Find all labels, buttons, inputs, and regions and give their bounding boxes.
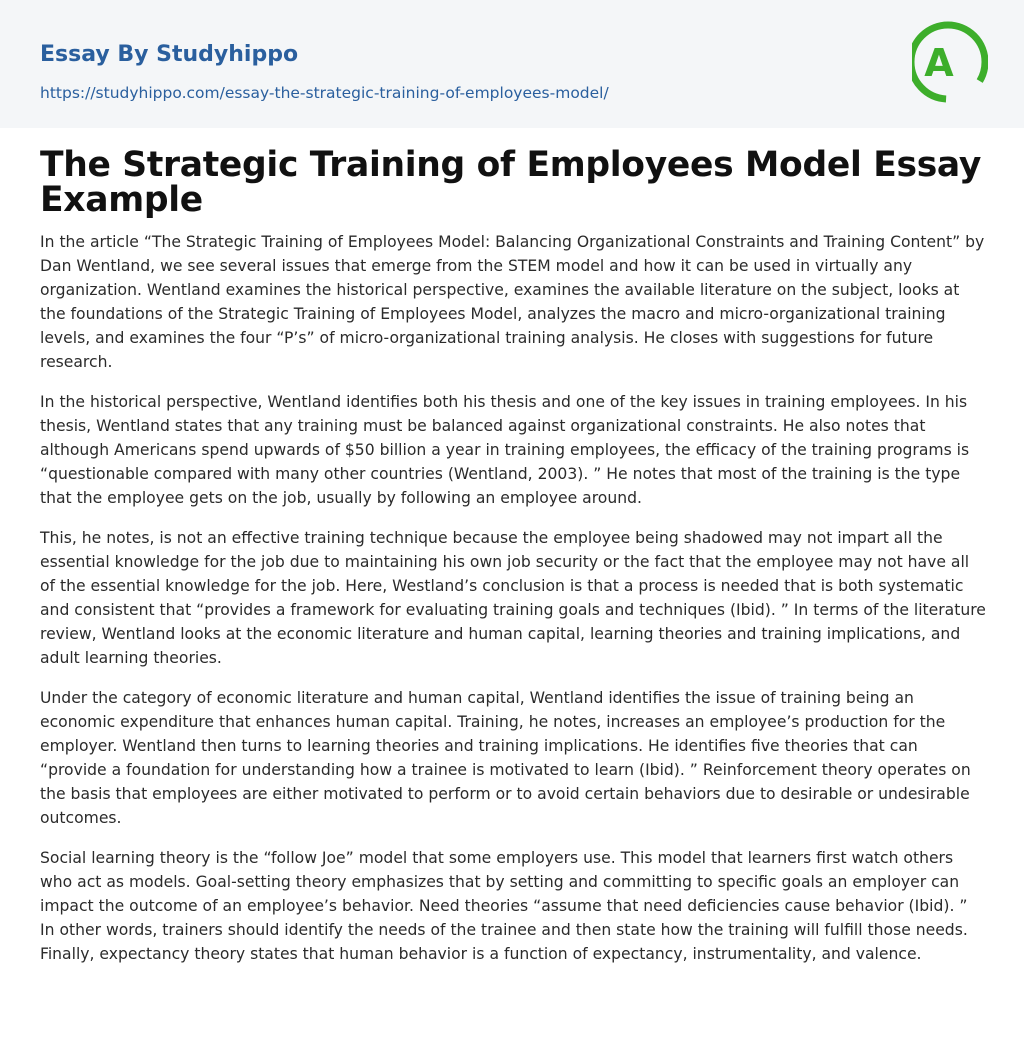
- article-body: [40, 145, 986, 982]
- site-name[interactable]: Essay By Studyhippo: [40, 42, 299, 67]
- paragraph-3: This, he notes, is not an effective training technique because the employee being shadowed may not impart all the essential knowledge for the job due to maintaining his own job security or the fact that the employee may not have all of the essential knowledge for the job. Here, Westland’s conclusion is that a process is needed that is both systematic and consistent that “provides a framework for evaluating training goals and techniques (Ibid). ” In terms of the literature review, Wentland looks at the economic literature and human capital, learning theories and training implications, and adult learning theories.: [40, 529, 986, 667]
- studyhippo-logo-icon[interactable]: [912, 18, 988, 106]
- page-title: The Strategic Training of Employees Model Essay Example: [40, 145, 982, 220]
- paragraph-1: In the article “The Strategic Training of Employees Model: Balancing Organizational Constraints and Training Content” by Dan Wentland, we see several issues that emerge from the STEM model and how it can be used in virtually any organization. Wentland examines the historical perspective, examines the available literature on the subject, looks at the foundations of the Strategic Training of Employees Model, analyzes the macro and micro-organizational training levels, and examines the four “P’s” of micro-organizational training analysis. He closes with suggestions for future research.: [40, 233, 985, 371]
- page-url-link[interactable]: https://studyhippo.com/essay-the-strategic-training-of-employees-model/: [40, 84, 609, 102]
- paragraph-5: Social learning theory is the “follow Joe” model that some employers use. This model that learners first watch others who act as models. Goal-setting theory emphasizes that by setting and committing to specific goals an employer can impact the outcome of an employee’s behavior. Need theories “assume that need deficiencies cause behavior (Ibid). ” In other words, trainers should identify the needs of the trainee and then state how the training will fulfill those needs. Finally, expectancy theory states that human behavior is a function of expectancy, instrumentality, and valence.: [40, 849, 968, 963]
- paragraph-4: Under the category of economic literature and human capital, Wentland identifies the issue of training being an economic expenditure that enhances human capital. Training, he notes, increases an employee’s production for the employer. Wentland then turns to learning theories and training implications. He identifies five theories that can “provide a foundation for understanding how a trainee is motivated to learn (Ibid). ” Reinforcement theory operates on the basis that employees are either motivated to perform or to avoid certain behaviors due to desirable or undesirable outcomes.: [40, 689, 971, 827]
- site-header: [0, 0, 1024, 128]
- paragraph-2: In the historical perspective, Wentland identifies both his thesis and one of the key issues in training employees. In his thesis, Wentland states that any training must be balanced against organizational constraints. He also notes that although Americans spend upwards of $50 billion a year in training employees, the efficacy of the training programs is “questionable compared with many other countries (Wentland, 2003). ” He notes that most of the training is the type that the employee gets on the job, usually by following an employee around.: [40, 393, 970, 507]
- logo-letter: A: [924, 41, 954, 85]
